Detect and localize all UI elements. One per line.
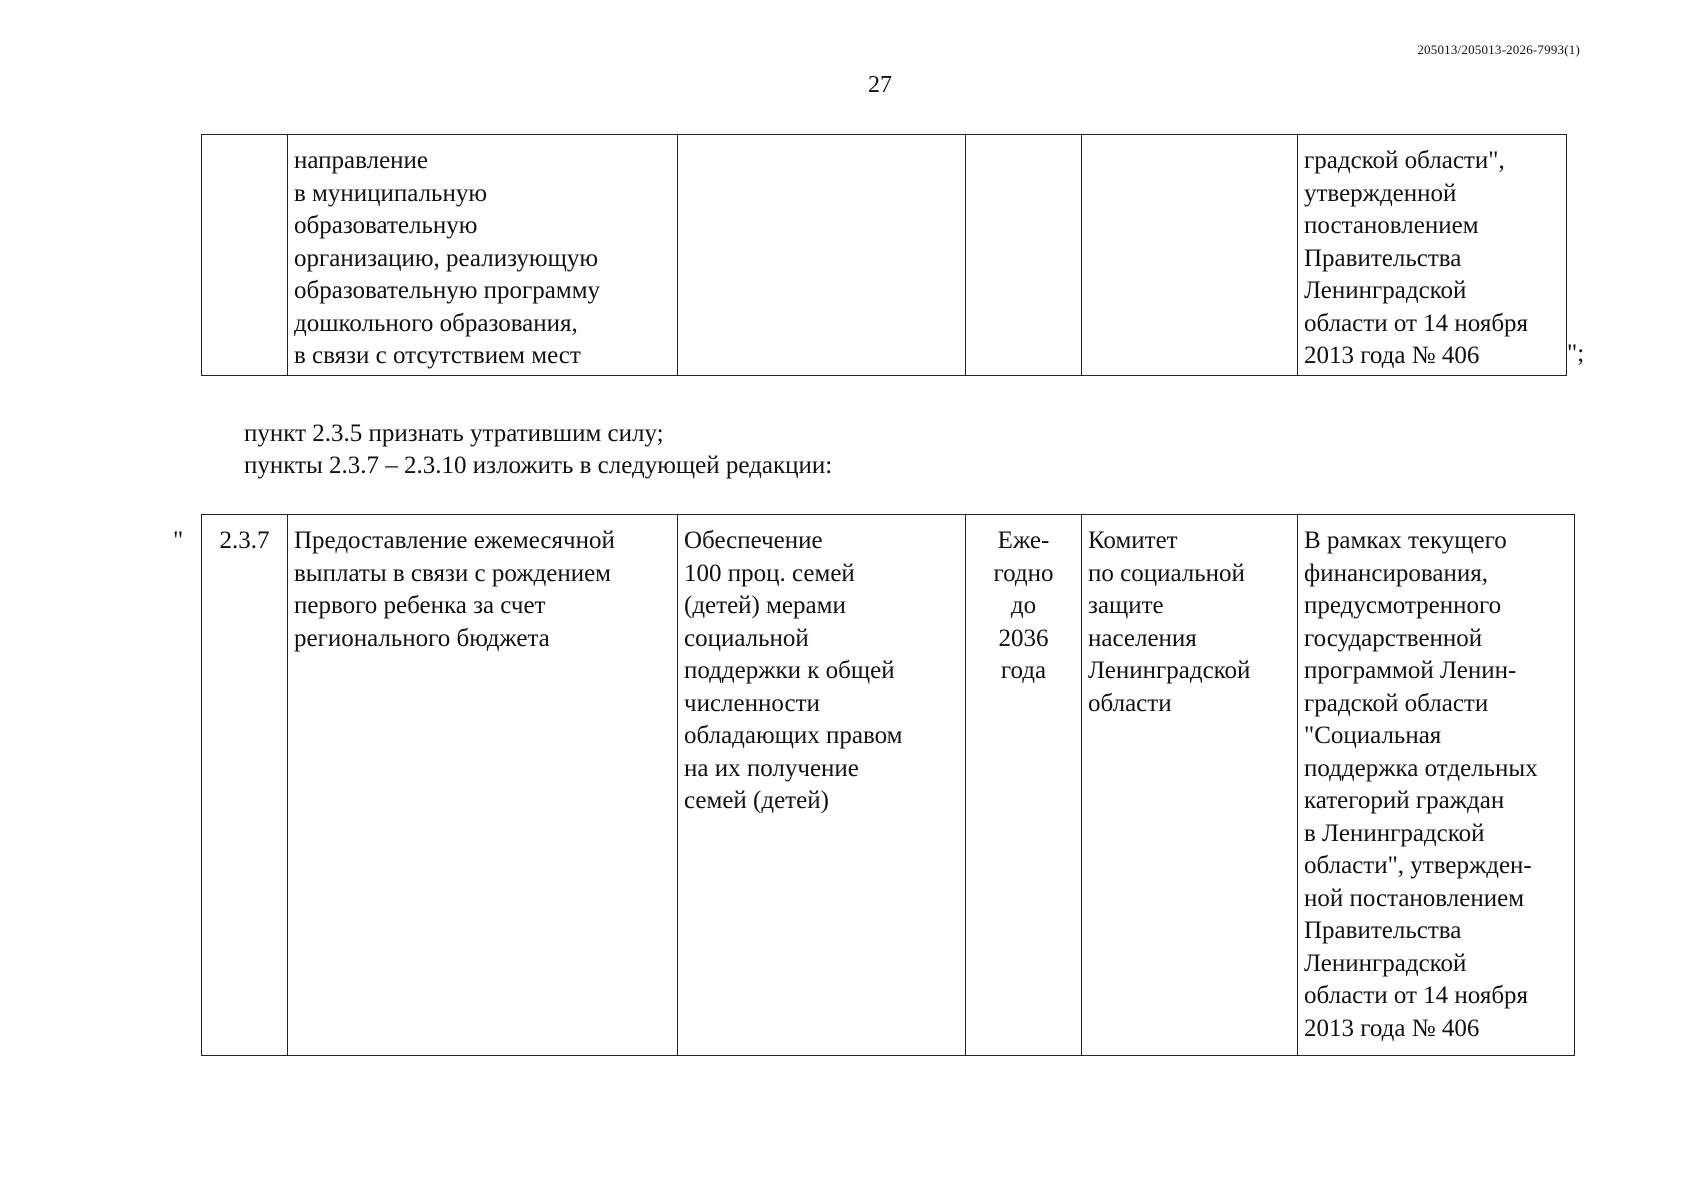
cell-term: Еже- годно до 2036 года xyxy=(966,515,1082,1056)
table-row xyxy=(202,515,1575,1056)
cell-indicator xyxy=(678,135,966,376)
table-row xyxy=(202,135,1567,376)
cell-executor xyxy=(1082,135,1298,376)
document-id: 205013/205013-2026-7993(1) xyxy=(1417,42,1580,57)
cell-indicator: Обеспечение 100 проц. семей (детей) мерами социальной поддержки к общей численности обладающих правом на их получение семей (детей) xyxy=(678,515,966,1056)
page-number: 27 xyxy=(868,72,892,98)
cell-financing: градской области", утвержденной постановлением Правительства Ленинградской области от 14 ноября 2013 года № 406 xyxy=(1298,135,1567,376)
closing-quote: "; xyxy=(1567,340,1585,367)
paragraph-repeal: пункт 2.3.5 признать утратившим силу; xyxy=(244,420,664,447)
table-continued xyxy=(201,134,1567,376)
opening-quote: " xyxy=(173,527,184,554)
cell-number xyxy=(202,135,288,376)
paragraph-amend: пункты 2.3.7 – 2.3.10 изложить в следующей редакции: xyxy=(244,452,833,479)
cell-term xyxy=(966,135,1082,376)
cell-executor: Комитет по социальной защите населения Ленинградской области xyxy=(1082,515,1298,1056)
cell-financing: В рамках текущего финансирования, предусмотренного государственной программой Ленин- градской области "Социальная поддержка отдельных категорий граждан в Ленинградской области", утвержден- ной постановлением Правительства Ленинградской области от 14 ноября 2013 года № 406 xyxy=(1298,515,1575,1056)
cell-measure: Предоставление ежемесячной выплаты в связи с рождением первого ребенка за счет регионального бюджета xyxy=(288,515,678,1056)
table-new xyxy=(201,514,1575,1056)
cell-number: 2.3.7 xyxy=(202,515,288,1056)
cell-measure: направление в муниципальную образовательную организацию, реализующую образовательную программу дошкольного образования, в связи с отсутствием мест xyxy=(288,135,678,376)
